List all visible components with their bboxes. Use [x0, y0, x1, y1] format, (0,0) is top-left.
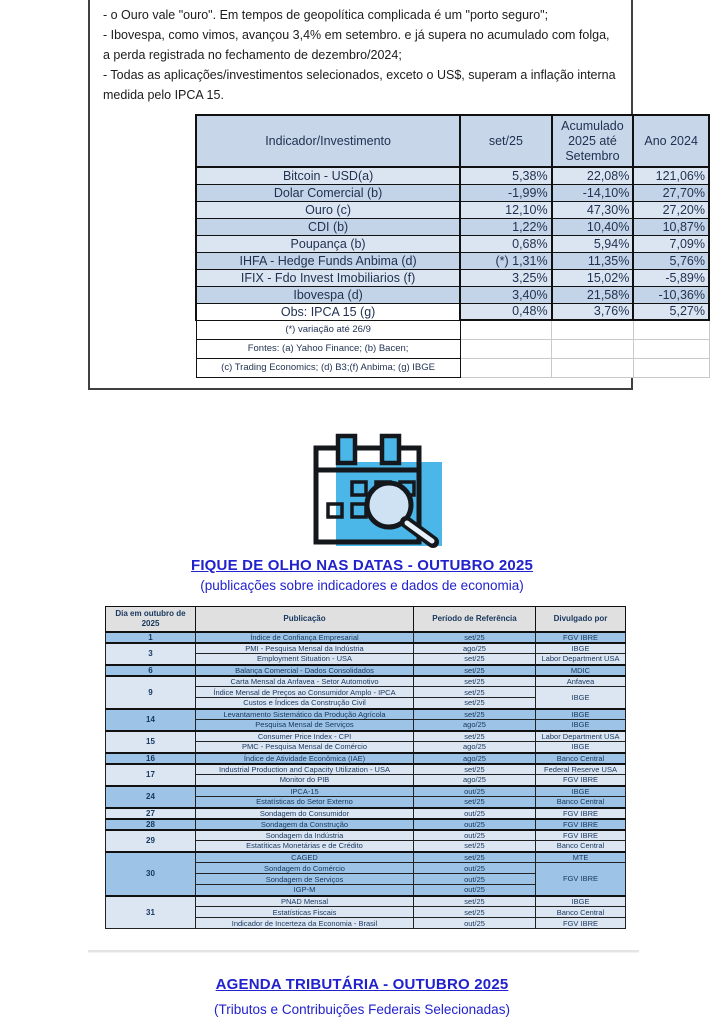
dates-table-wrap [105, 606, 626, 929]
reference-period-cell: out/25 [414, 786, 536, 797]
indicator-row [196, 303, 709, 320]
reference-period-cell: set/25 [414, 632, 536, 643]
reference-period-cell: ago/25 [414, 742, 536, 753]
published-by-cell: IBGE [536, 786, 626, 797]
indicator-value: 0,68% [460, 235, 551, 252]
indicator-value: 3,25% [460, 269, 551, 286]
indicator-value: 3,40% [460, 286, 551, 303]
indicator-label: IHFA - Hedge Funds Anbima (d) [196, 252, 460, 269]
reference-period-cell: out/25 [414, 808, 536, 819]
published-by-cell: IBGE [536, 896, 626, 907]
published-by-cell: Banco Central [536, 841, 626, 852]
indicator-label: CDI (b) [196, 218, 460, 235]
indicator-row [196, 184, 709, 201]
published-by-cell: FGV IBRE [536, 775, 626, 786]
note-ibovespa: - Ibovespa, como vimos, avançou 3,4% em setembro. e já supera no acumulado com folga, a perda registrada no fechamento de dezembro/2024; [103, 28, 610, 62]
reference-period-cell: out/25 [414, 863, 536, 874]
calendar-search-icon [296, 432, 446, 550]
reference-period-cell: ago/25 [414, 643, 536, 654]
published-by-cell: IBGE [536, 643, 626, 654]
published-by-cell: FGV IBRE [536, 863, 626, 896]
indicator-value: -10,36% [633, 286, 709, 303]
reference-period-cell: out/25 [414, 885, 536, 896]
indicator-row [196, 252, 709, 269]
day-cell: 17 [106, 764, 196, 786]
indicator-table-header-row [196, 115, 709, 167]
published-by-cell: FGV IBRE [536, 819, 626, 830]
footnote-text: Fontes: (a) Yahoo Finance; (b) Bacen; [196, 339, 460, 358]
reference-period-cell: out/25 [414, 874, 536, 885]
publication-cell: Custos e Índices da Construção Civil [196, 698, 414, 709]
indicator-value: 22,08% [552, 167, 634, 184]
published-by-cell: Federal Reserve USA [536, 764, 626, 775]
day-cell: 3 [106, 643, 196, 665]
dates-row [106, 852, 626, 863]
day-cell: 28 [106, 819, 196, 830]
dates-section-subtitle: (publicações sobre indicadores e dados de economia) [200, 578, 524, 593]
published-by-cell: MTE [536, 852, 626, 863]
indicator-row [196, 269, 709, 286]
empty-cell [460, 320, 551, 339]
dates-table-body [106, 632, 626, 929]
published-by-cell: Banco Central [536, 797, 626, 808]
day-cell: 16 [106, 753, 196, 764]
day-cell: 14 [106, 709, 196, 731]
dates-row [106, 764, 626, 775]
indicator-value: 7,09% [633, 235, 709, 252]
day-cell: 31 [106, 896, 196, 929]
publication-cell: Pesquisa Mensal de Serviços [196, 720, 414, 731]
dates-row [106, 643, 626, 654]
publication-cell: Estatíticas Monetárias e de Crédito [196, 841, 414, 852]
indicator-value: 47,30% [552, 201, 634, 218]
indicator-value: -5,89% [633, 269, 709, 286]
dates-table [105, 606, 626, 929]
day-cell: 24 [106, 786, 196, 808]
published-by-cell: FGV IBRE [536, 632, 626, 643]
tax-section-title-link[interactable]: AGENDA TRIBUTÁRIA - OUTUBRO 2025 [215, 976, 509, 993]
reference-period-cell: set/25 [414, 665, 536, 676]
published-by-cell: IBGE [536, 687, 626, 709]
day-cell: 6 [106, 665, 196, 676]
reference-period-cell: out/25 [414, 918, 536, 929]
indicator-value: 12,10% [460, 201, 551, 218]
empty-cell [460, 339, 551, 358]
tax-section-heading [0, 976, 724, 1017]
reference-period-cell: set/25 [414, 687, 536, 698]
reference-period-cell: set/25 [414, 709, 536, 720]
indicator-row [196, 201, 709, 218]
indicator-label: Bitcoin - USD(a) [196, 167, 460, 184]
reference-period-cell: set/25 [414, 698, 536, 709]
publication-cell: PMI - Pesquisa Mensal da Indústria [196, 643, 414, 654]
dates-table-header-row [106, 607, 626, 632]
reference-period-cell: ago/25 [414, 720, 536, 731]
indicator-value: 5,38% [460, 167, 551, 184]
day-cell: 27 [106, 808, 196, 819]
indicator-label: Ouro (c) [196, 201, 460, 218]
published-by-cell: FGV IBRE [536, 808, 626, 819]
published-by-cell: MDIC [536, 665, 626, 676]
publication-cell: Sondagem do Comércio [196, 863, 414, 874]
reference-period-cell: ago/25 [414, 775, 536, 786]
publication-cell: Industrial Production and Capacity Utilization - USA [196, 764, 414, 775]
footnote-row [196, 320, 709, 339]
indicator-value: 5,94% [552, 235, 634, 252]
indicator-label: Poupança (b) [196, 235, 460, 252]
empty-cell [460, 358, 551, 377]
reference-period-cell: set/25 [414, 896, 536, 907]
publication-cell: Carta Mensal da Anfavea - Setor Automotivo [196, 676, 414, 687]
col-set25: set/25 [460, 115, 551, 167]
publication-cell: Sondagem do Consumidor [196, 808, 414, 819]
day-cell: 29 [106, 830, 196, 852]
dates-row [106, 753, 626, 764]
published-by-cell: FGV IBRE [536, 918, 626, 929]
indicator-value: 3,76% [552, 303, 634, 320]
publication-cell: Sondagem da Indústria [196, 830, 414, 841]
indicator-label: Ibovespa (d) [196, 286, 460, 303]
dates-row [106, 665, 626, 676]
indicator-value: 15,02% [552, 269, 634, 286]
indicator-value: 10,40% [552, 218, 634, 235]
commentary-notes [90, 0, 631, 105]
tax-section-subtitle: (Tributos e Contribuições Federais Selecionadas) [214, 1002, 510, 1017]
reference-period-cell: ago/25 [414, 753, 536, 764]
indicator-label: Dolar Comercial (b) [196, 184, 460, 201]
publication-cell: Índice de Confiança Empresarial [196, 632, 414, 643]
published-by-cell: FGV IBRE [536, 830, 626, 841]
published-by-cell: Banco Central [536, 753, 626, 764]
indicator-value: 10,87% [633, 218, 709, 235]
indicator-table-wrap [195, 114, 710, 378]
dates-row [106, 808, 626, 819]
indicator-value: -1,99% [460, 184, 551, 201]
reference-period-cell: set/25 [414, 907, 536, 918]
col-publication: Publicação [196, 607, 414, 632]
published-by-cell: Banco Central [536, 907, 626, 918]
footnote-row [196, 339, 709, 358]
indicator-label: Obs: IPCA 15 (g) [196, 303, 460, 320]
dates-row [106, 830, 626, 841]
empty-cell [552, 358, 634, 377]
empty-cell [552, 339, 634, 358]
publication-cell: Indicador de Incerteza da Economia - Brasil [196, 918, 414, 929]
dates-row [106, 819, 626, 830]
indicator-label: IFIX - Fdo Invest Imobiliarios (f) [196, 269, 460, 286]
section-divider [88, 950, 639, 953]
published-by-cell: Labor Department USA [536, 654, 626, 665]
publication-cell: PMC - Pesquisa Mensal de Comércio [196, 742, 414, 753]
commentary-box [88, 0, 705, 390]
indicator-table [195, 114, 710, 378]
publication-cell: Consumer Price Index - CPI [196, 731, 414, 742]
indicator-value: -14,10% [552, 184, 634, 201]
publication-cell: Monitor do PIB [196, 775, 414, 786]
dates-section-title-link[interactable]: FIQUE DE OLHO NAS DATAS - OUTUBRO 2025 [190, 557, 534, 574]
published-by-cell: Labor Department USA [536, 731, 626, 742]
col-published-by: Divulgado por [536, 607, 626, 632]
dates-row [106, 632, 626, 643]
day-cell: 30 [106, 852, 196, 896]
note-gold: - o Ouro vale "ouro". Em tempos de geopolítica complicada é um "porto seguro"; [103, 8, 549, 22]
indicator-row [196, 167, 709, 184]
reference-period-cell: set/25 [414, 797, 536, 808]
empty-cell [552, 320, 634, 339]
dates-row [106, 896, 626, 907]
footnote-text: (c) Trading Economics; (d) B3;(f) Anbima; (g) IBGE [196, 358, 460, 377]
indicator-value: 121,06% [633, 167, 709, 184]
indicator-row [196, 235, 709, 252]
footnote-text: (*) variação até 26/9 [196, 320, 460, 339]
footnote-row [196, 358, 709, 377]
reference-period-cell: set/25 [414, 731, 536, 742]
reference-period-cell: out/25 [414, 819, 536, 830]
day-cell: 1 [106, 632, 196, 643]
dates-row [106, 709, 626, 720]
publication-cell: Sondagem de Serviços [196, 874, 414, 885]
publication-cell: Índice Mensal de Preços ao Consumidor Amplo - IPCA [196, 687, 414, 698]
dates-row [106, 786, 626, 797]
dates-row [106, 731, 626, 742]
indicator-value: 21,58% [552, 286, 634, 303]
publication-cell: Balança Comercial - Dados Consolidados [196, 665, 414, 676]
dates-row [106, 676, 626, 687]
dates-section-heading [0, 557, 724, 593]
indicator-value: 5,76% [633, 252, 709, 269]
note-inflation: - Todas as aplicações/investimentos selecionados, exceto o US$, superam a inflação interna medida pelo IPCA 15. [103, 68, 616, 102]
publication-cell: CAGED [196, 852, 414, 863]
day-cell: 15 [106, 731, 196, 753]
publication-cell: IGP-M [196, 885, 414, 896]
indicator-row [196, 286, 709, 303]
reference-period-cell: set/25 [414, 852, 536, 863]
day-cell: 9 [106, 676, 196, 709]
col-acumulado: Acumulado 2025 até Setembro [552, 115, 634, 167]
indicator-table-body [196, 167, 709, 377]
indicator-value: 27,20% [633, 201, 709, 218]
col-ano2024: Ano 2024 [633, 115, 709, 167]
published-by-cell: IBGE [536, 742, 626, 753]
indicator-value: 1,22% [460, 218, 551, 235]
indicator-row [196, 218, 709, 235]
indicator-value: 5,27% [633, 303, 709, 320]
empty-cell [633, 320, 709, 339]
publication-cell: Estatísticas Fiscais [196, 907, 414, 918]
reference-period-cell: set/25 [414, 841, 536, 852]
published-by-cell: Anfavea [536, 676, 626, 687]
reference-period-cell: set/25 [414, 676, 536, 687]
published-by-cell: IBGE [536, 709, 626, 720]
indicator-value: 0,48% [460, 303, 551, 320]
reference-period-cell: set/25 [414, 764, 536, 775]
publication-cell: Estatísticas do Setor Externo [196, 797, 414, 808]
col-indicator: Indicador/Investimento [196, 115, 460, 167]
reference-period-cell: out/25 [414, 830, 536, 841]
reference-period-cell: set/25 [414, 654, 536, 665]
publication-cell: Sondagem da Construção [196, 819, 414, 830]
publication-cell: Índice de Atividade Econômica (IAE) [196, 753, 414, 764]
published-by-cell: IBGE [536, 720, 626, 731]
col-day: Dia em outubro de 2025 [106, 607, 196, 632]
publication-cell: Employment Situation - USA [196, 654, 414, 665]
empty-cell [633, 339, 709, 358]
empty-cell [633, 358, 709, 377]
publication-cell: IPCA-15 [196, 786, 414, 797]
publication-cell: PNAD Mensal [196, 896, 414, 907]
indicator-value: (*) 1,31% [460, 252, 551, 269]
col-reference-period: Período de Referência [414, 607, 536, 632]
indicator-value: 11,35% [552, 252, 634, 269]
indicator-value: 27,70% [633, 184, 709, 201]
publication-cell: Levantamento Sistemático da Produção Agrícola [196, 709, 414, 720]
